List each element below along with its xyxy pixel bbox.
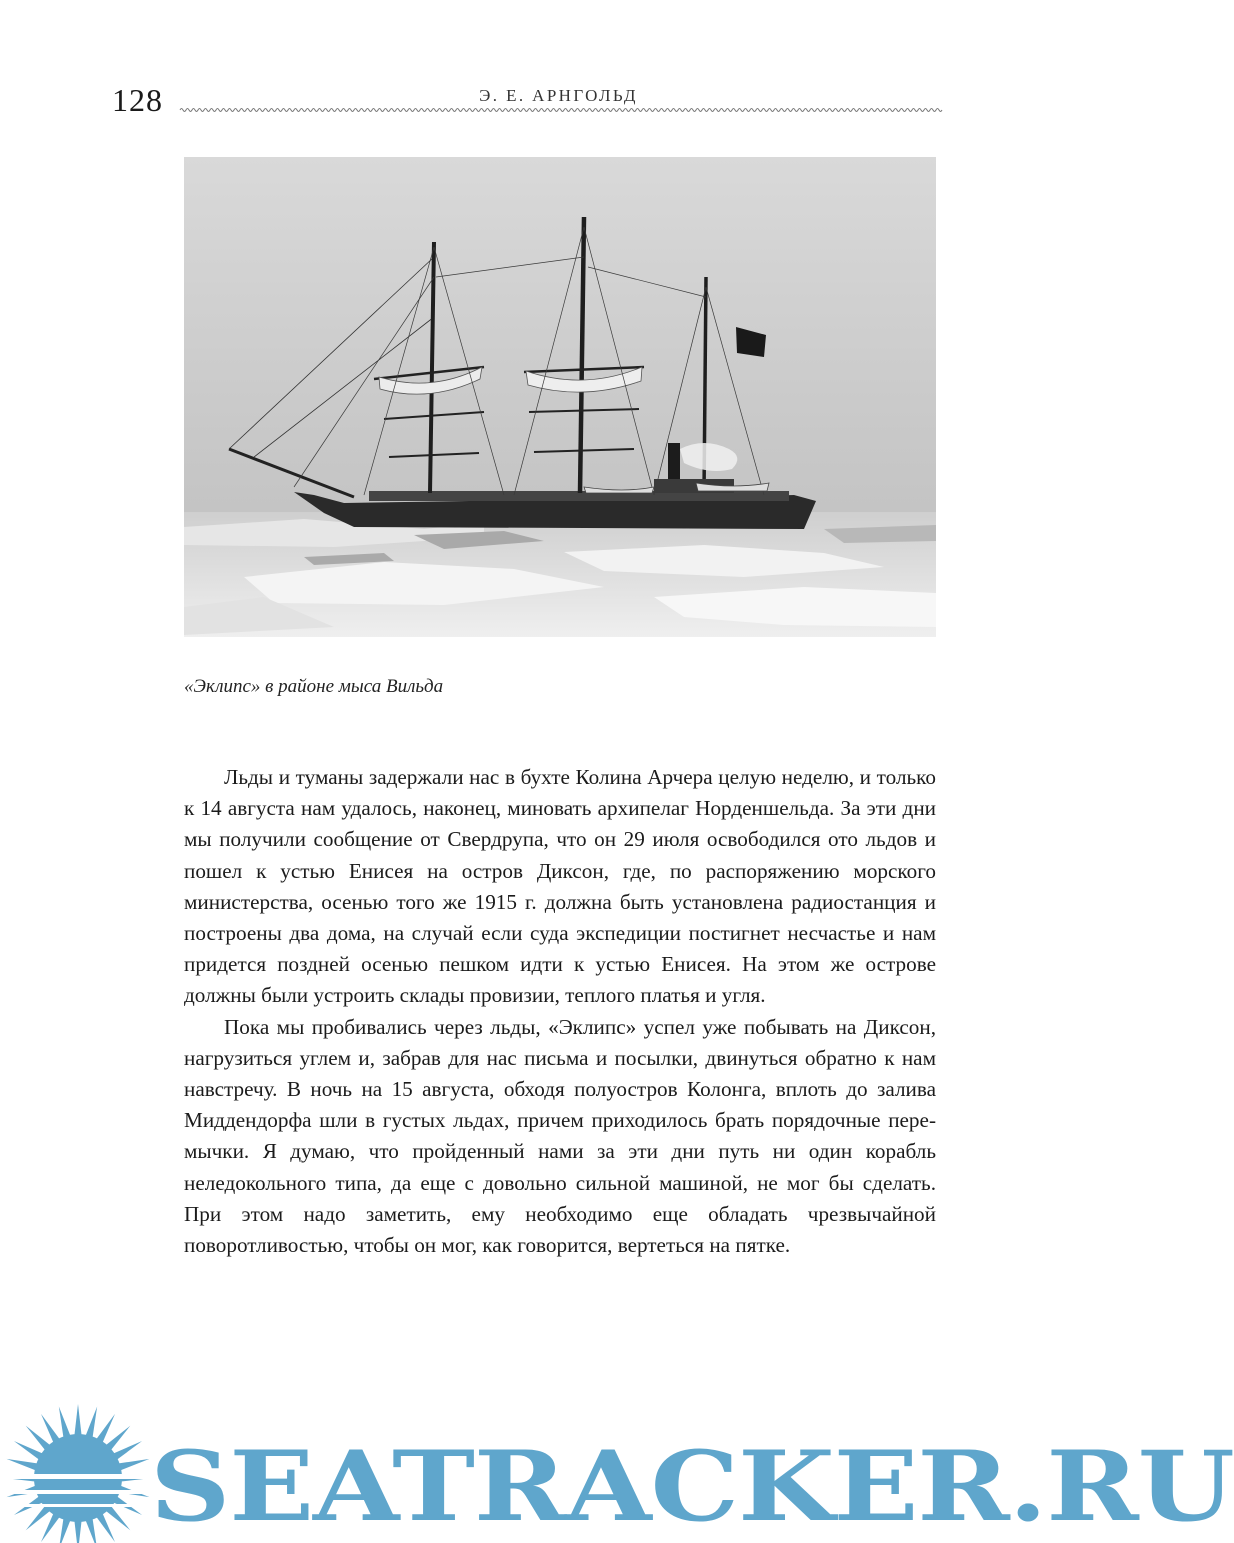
figure-caption: «Эклипс» в районе мыса Вильда: [184, 676, 444, 697]
paragraph: Пока мы пробивались через льды, «Эклипс» успел уже побывать на Диксон, нагрузиться углем и, забрав для нас письма и посылки, двинуться обратно к нам навстречу. В ночь на 15 августа, обходя полуостров Колонга, вплоть до залива Миддендорфа шли в густых льдах, причем приходилось брать порядочные перемычки. Я думаю, что пройденный нами за эти дни путь ни один корабль неледокольного типа, да еще с довольно сильной машиной, не мог бы сделать. При этом надо заметить, ему необходимо еще обладать чрезвычайной поворотливостью, чтобы он мог, как говорится, вертеться на пятке.: [184, 1014, 936, 1258]
body-text: [184, 762, 936, 1261]
watermark-text: SEATRACKER.RU: [150, 1430, 1234, 1543]
header-wavy-rule: [180, 104, 937, 116]
running-title: Э. Е. АРНГОЛЬД: [479, 86, 638, 105]
paragraph: Льды и туманы задержали нас в бухте Колина Арчера целую неделю, и только к 14 августа нам удалось, наконец, миновать архипелаг Норденшельда. За эти дни мы получили сообщение от Свердрупа, что он 29 июля освободился ото льдов и пошел к устью Енисея на остров Диксон, где, по распоряжению морского министерства, осенью того же 1915 г. должна быть установлена радиостанция и построены два дома, на случай если суда экспедиции постигнет несчастье и нам придется поздней осенью пешком идти к устью Енисея. На этом же острове должны были устроить склады провизии, теплого платья и угля.: [184, 765, 936, 1008]
page-number: 128: [112, 82, 163, 118]
ship-photo: [184, 157, 936, 637]
sun-ray: [74, 1404, 82, 1438]
